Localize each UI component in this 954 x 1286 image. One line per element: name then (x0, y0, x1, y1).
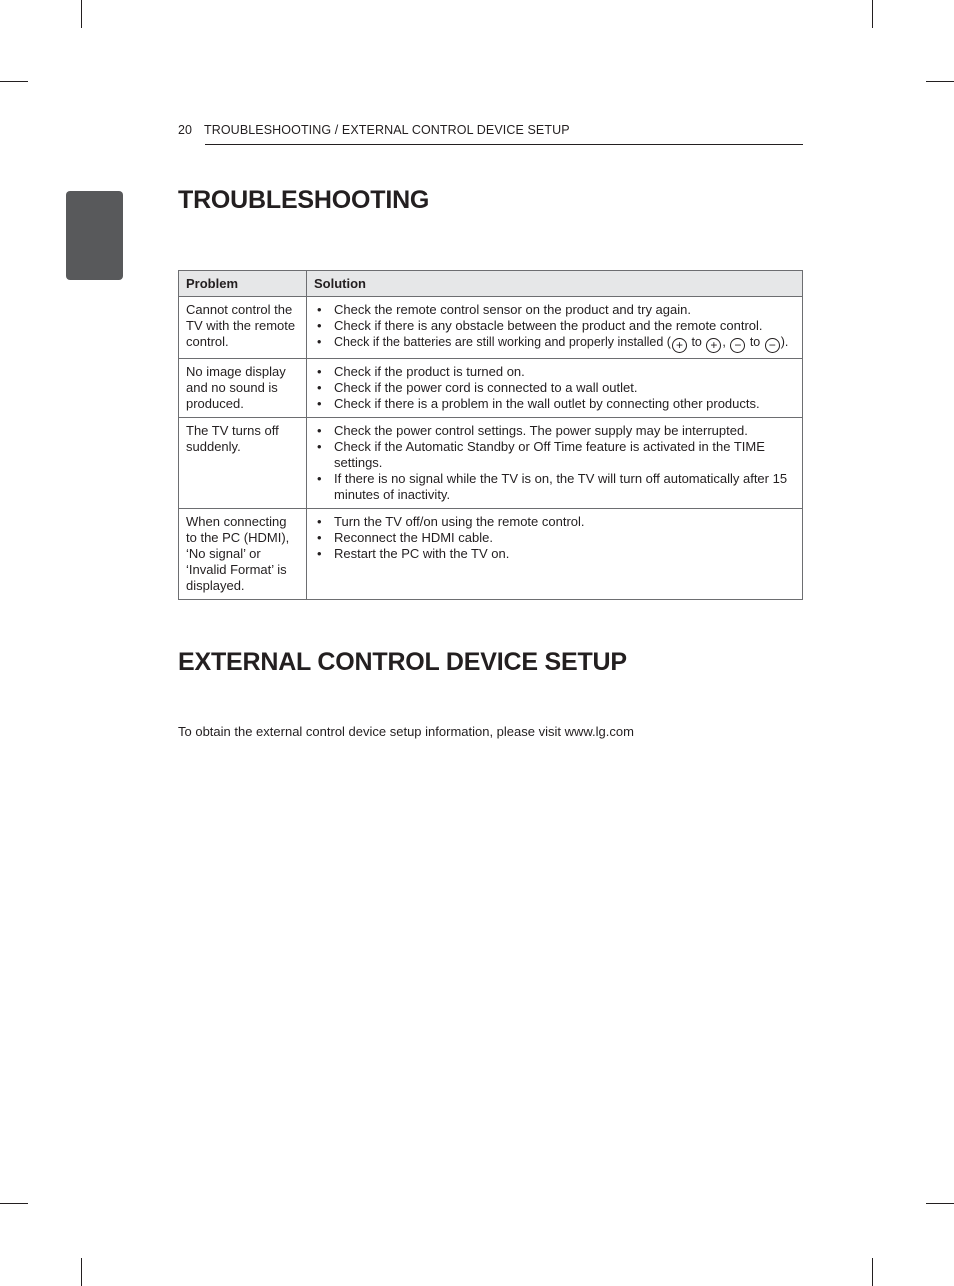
crop-mark (0, 1203, 28, 1204)
language-tab-label: ENGLISH (123, 200, 135, 258)
solution-cell (307, 359, 803, 418)
to-text: to (691, 335, 702, 349)
solution-cell (307, 509, 803, 600)
crop-mark (872, 0, 873, 28)
column-header-problem: Problem (179, 271, 307, 297)
comma-text: , (722, 335, 726, 349)
external-control-text: To obtain the external control device setup information, please visit www.lg.com (178, 724, 634, 739)
page-header (178, 123, 802, 145)
problem-cell: Cannot control the TV with the remote control. (179, 297, 307, 359)
solution-list (317, 364, 795, 412)
troubleshooting-title: TROUBLESHOOTING (178, 186, 430, 214)
list-item: • Turn the TV off/on using the remote control. (317, 514, 795, 530)
problem-cell: The TV turns off suddenly. (179, 418, 307, 509)
crop-mark (0, 81, 28, 82)
solution-list (317, 514, 795, 562)
minus-terminal-icon: − (730, 338, 745, 353)
plus-terminal-icon: + (672, 338, 687, 353)
column-header-solution: Solution (307, 271, 803, 297)
solution-list (317, 423, 795, 503)
solution-list (317, 302, 795, 353)
battery-check-text: Check if the batteries are still working and properly installed ( (334, 335, 671, 349)
problem-cell: When connecting to the PC (HDMI), ‘No signal’ or ‘Invalid Format’ is displayed. (179, 509, 307, 600)
table-row (179, 359, 803, 418)
close-text: ). (780, 335, 789, 349)
list-item: • Check if the power cord is connected to a wall outlet. (317, 380, 795, 396)
table-row (179, 509, 803, 600)
minus-terminal-icon: − (765, 338, 780, 353)
running-title: TROUBLESHOOTING / EXTERNAL CONTROL DEVICE SETUP (204, 123, 570, 137)
external-control-title: EXTERNAL CONTROL DEVICE SETUP (178, 648, 627, 676)
crop-mark (81, 1258, 82, 1286)
table-row (179, 297, 803, 359)
header-divider (205, 144, 803, 145)
list-item: • Check if there is any obstacle between the product and the remote control. (317, 318, 795, 334)
crop-mark (926, 1203, 954, 1204)
list-item: • Check the remote control sensor on the product and try again. (317, 302, 795, 318)
crop-mark (81, 0, 82, 28)
table-row (179, 418, 803, 509)
solution-cell (307, 297, 803, 359)
list-item: • Restart the PC with the TV on. (317, 546, 795, 562)
problem-cell: No image display and no sound is produced. (179, 359, 307, 418)
plus-terminal-icon: + (706, 338, 721, 353)
list-item: • Check the power control settings. The power supply may be interrupted. (317, 423, 795, 439)
list-item: • If there is no signal while the TV is on, the TV will turn off automatically after 15 minutes of inactivity. (317, 471, 795, 503)
crop-mark (926, 81, 954, 82)
troubleshooting-table (178, 270, 803, 600)
to-text: to (749, 335, 761, 349)
solution-cell (307, 418, 803, 509)
page-number: 20 (178, 123, 192, 137)
list-item: • Check if the Automatic Standby or Off Time feature is activated in the TIME settings. (317, 439, 795, 471)
list-item: • Check if there is a problem in the wall outlet by connecting other products. (317, 396, 795, 412)
list-item: • Reconnect the HDMI cable. (317, 530, 795, 546)
crop-mark (872, 1258, 873, 1286)
battery-check-item (317, 334, 795, 353)
list-item: • Check if the product is turned on. (317, 364, 795, 380)
